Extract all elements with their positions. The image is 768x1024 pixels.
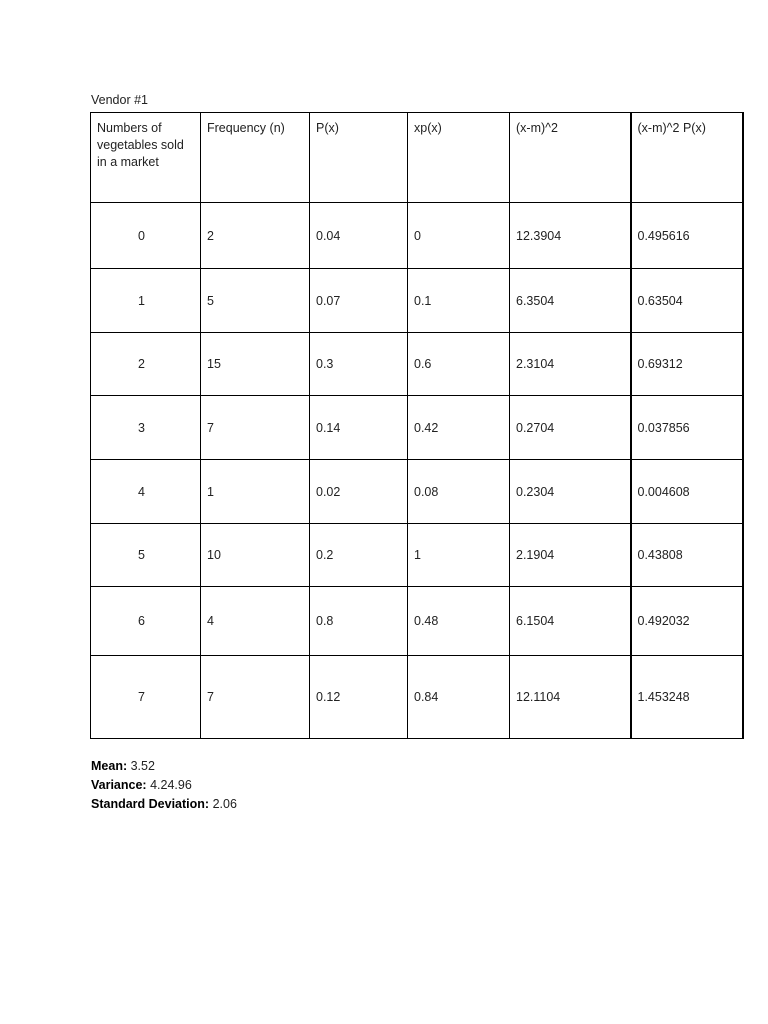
cell-deviation-squared: 2.3104 [510,333,631,396]
cell-x: 3 [91,396,201,460]
cell-px: 0.14 [310,396,408,460]
table-row [91,269,743,333]
header-frequency: Frequency (n) [201,113,310,203]
cell-weighted-deviation: 1.453248 [631,656,743,739]
cell-frequency: 2 [201,203,310,269]
table-row [91,203,743,269]
cell-xpx: 0.42 [408,396,510,460]
std-deviation-label: Standard Deviation: [91,797,210,811]
cell-xpx: 0 [408,203,510,269]
variance-line [91,776,237,795]
cell-frequency: 4 [201,587,310,656]
mean-label: Mean: [91,759,128,773]
cell-weighted-deviation: 0.492032 [631,587,743,656]
table-row [91,524,743,587]
table-row [91,460,743,524]
cell-weighted-deviation: 0.69312 [631,333,743,396]
mean-value: 3.52 [130,759,155,773]
header-px: P(x) [310,113,408,203]
table-header-row [91,113,743,203]
cell-xpx: 1 [408,524,510,587]
cell-frequency: 1 [201,460,310,524]
cell-xpx: 0.84 [408,656,510,739]
cell-x: 4 [91,460,201,524]
cell-deviation-squared: 6.3504 [510,269,631,333]
variance-value: 4.24.96 [150,778,192,792]
cell-deviation-squared: 2.1904 [510,524,631,587]
statistics-summary [91,757,237,814]
variance-label: Variance: [91,778,147,792]
cell-frequency: 15 [201,333,310,396]
cell-x: 0 [91,203,201,269]
cell-x: 5 [91,524,201,587]
cell-xpx: 0.6 [408,333,510,396]
cell-x: 6 [91,587,201,656]
std-deviation-value: 2.06 [212,797,237,811]
mean-line [91,757,237,776]
cell-weighted-deviation: 0.43808 [631,524,743,587]
cell-deviation-squared: 12.3904 [510,203,631,269]
cell-px: 0.3 [310,333,408,396]
cell-weighted-deviation: 0.495616 [631,203,743,269]
header-weighted-deviation: (x-m)^2 P(x) [631,113,743,203]
cell-x: 2 [91,333,201,396]
cell-frequency: 10 [201,524,310,587]
cell-xpx: 0.48 [408,587,510,656]
header-xpx: xp(x) [408,113,510,203]
cell-px: 0.2 [310,524,408,587]
cell-xpx: 0.1 [408,269,510,333]
frequency-table [90,112,744,739]
cell-px: 0.02 [310,460,408,524]
table-caption: Vendor #1 [91,93,148,107]
cell-frequency: 7 [201,396,310,460]
header-deviation-squared: (x-m)^2 [510,113,631,203]
cell-frequency: 7 [201,656,310,739]
cell-deviation-squared: 12.1104 [510,656,631,739]
header-x: Numbers of vegetables sold in a market [91,113,201,203]
cell-px: 0.07 [310,269,408,333]
cell-weighted-deviation: 0.63504 [631,269,743,333]
table-row [91,333,743,396]
cell-x: 1 [91,269,201,333]
cell-xpx: 0.08 [408,460,510,524]
table-row [91,396,743,460]
cell-weighted-deviation: 0.004608 [631,460,743,524]
cell-x: 7 [91,656,201,739]
cell-weighted-deviation: 0.037856 [631,396,743,460]
table-row [91,656,743,739]
cell-px: 0.12 [310,656,408,739]
cell-px: 0.04 [310,203,408,269]
cell-px: 0.8 [310,587,408,656]
cell-deviation-squared: 0.2304 [510,460,631,524]
cell-frequency: 5 [201,269,310,333]
table-row [91,587,743,656]
cell-deviation-squared: 0.2704 [510,396,631,460]
std-deviation-line [91,795,237,814]
cell-deviation-squared: 6.1504 [510,587,631,656]
